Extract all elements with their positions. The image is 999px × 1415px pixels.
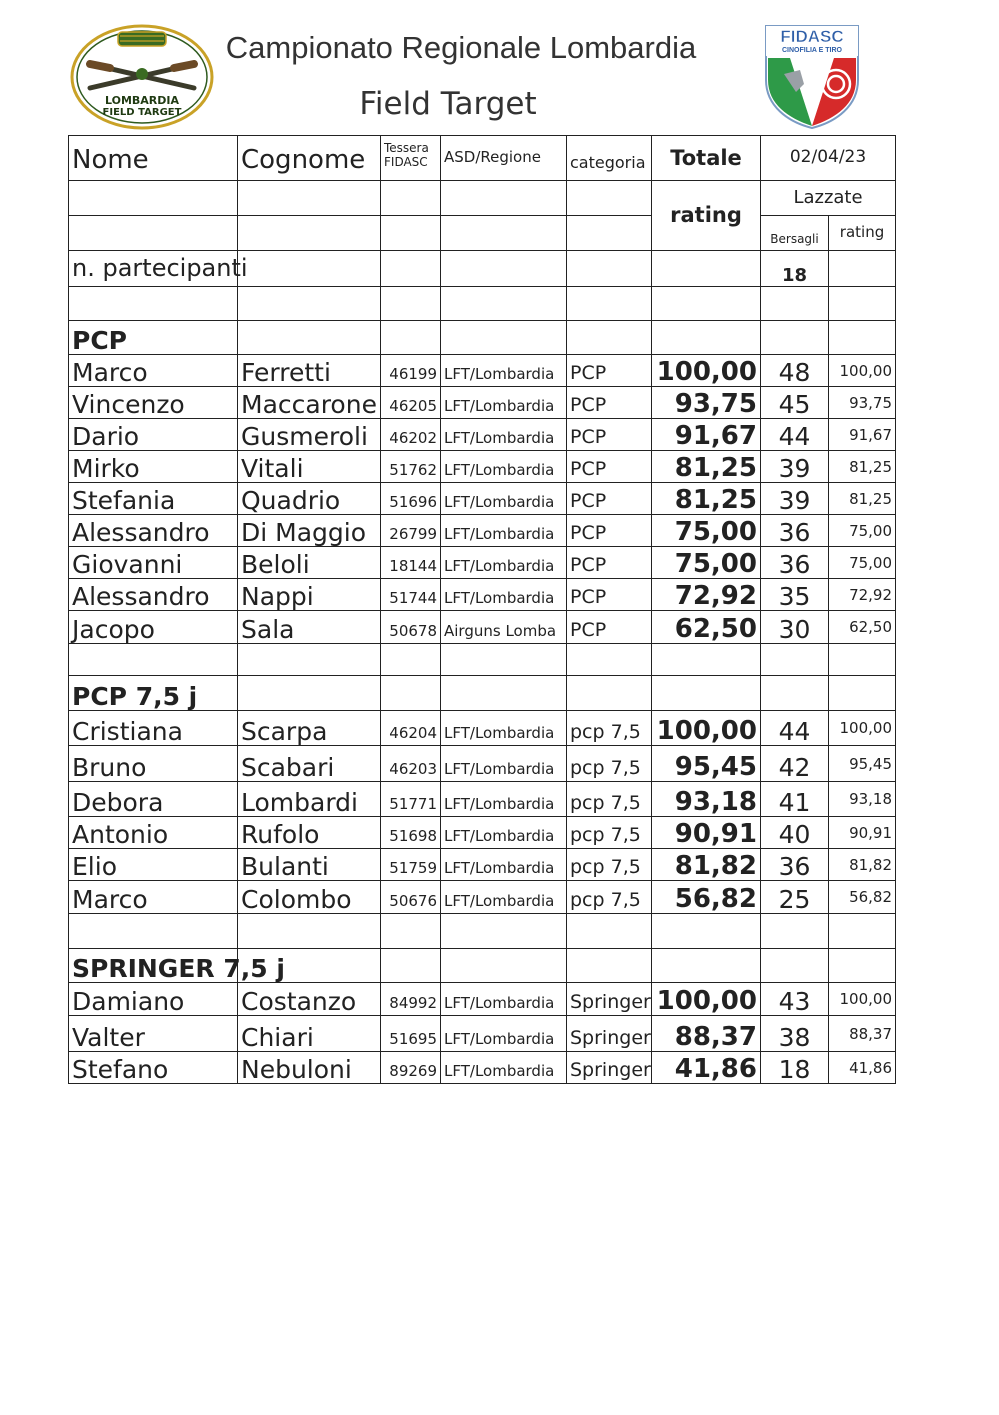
header-row-1 xyxy=(69,136,896,181)
athlete-row xyxy=(69,711,896,746)
athlete-total-rating: 72,92 xyxy=(652,579,761,611)
athlete-club: LFT/Lombardia xyxy=(441,782,567,817)
athlete-rating: 72,92 xyxy=(829,579,896,611)
athlete-first-name: Mirko xyxy=(69,451,238,483)
athlete-rating: 81,25 xyxy=(829,483,896,515)
athlete-category: PCP xyxy=(567,387,652,419)
athlete-row xyxy=(69,451,896,483)
section-header-row xyxy=(69,321,896,355)
athlete-last-name: Nebuloni xyxy=(238,1052,381,1084)
athlete-first-name: Stefania xyxy=(69,483,238,515)
athlete-rating: 93,18 xyxy=(829,782,896,817)
athlete-rating: 91,67 xyxy=(829,419,896,451)
athlete-targets: 25 xyxy=(761,881,829,914)
athlete-total-rating: 100,00 xyxy=(652,983,761,1016)
athlete-first-name: Giovanni xyxy=(69,547,238,579)
athlete-row xyxy=(69,515,896,547)
athlete-last-name: Di Maggio xyxy=(238,515,381,547)
participants-row xyxy=(69,251,896,287)
section-title: SPRINGER 7,5 j xyxy=(69,949,238,983)
athlete-first-name: Debora xyxy=(69,782,238,817)
col-header-tessera-line1: Tessera xyxy=(384,141,429,155)
athlete-first-name: Bruno xyxy=(69,746,238,782)
section-title: PCP xyxy=(69,321,238,355)
athlete-club: LFT/Lombardia xyxy=(441,419,567,451)
athlete-total-rating: 81,82 xyxy=(652,849,761,881)
col-header-rating: rating xyxy=(652,181,761,251)
athlete-targets: 36 xyxy=(761,547,829,579)
athlete-card-number: 51759 xyxy=(381,849,441,881)
athlete-last-name: Quadrio xyxy=(238,483,381,515)
athlete-category: PCP xyxy=(567,547,652,579)
athlete-rating: 100,00 xyxy=(829,355,896,387)
athlete-club: LFT/Lombardia xyxy=(441,547,567,579)
athlete-row xyxy=(69,849,896,881)
athlete-row xyxy=(69,1016,896,1052)
athlete-category: PCP xyxy=(567,515,652,547)
athlete-last-name: Maccarone xyxy=(238,387,381,419)
athlete-card-number: 51696 xyxy=(381,483,441,515)
athlete-last-name: Lombardi xyxy=(238,782,381,817)
athlete-first-name: Vincenzo xyxy=(69,387,238,419)
participants-label: n. partecipanti xyxy=(69,251,238,287)
athlete-club: LFT/Lombardia xyxy=(441,1016,567,1052)
col-header-bersagli: Bersagli xyxy=(761,216,829,251)
spacer-row xyxy=(69,914,896,949)
athlete-rating: 75,00 xyxy=(829,515,896,547)
fidasc-logo-subtitle: CINOFILIA E TIRO xyxy=(781,47,843,54)
athlete-card-number: 26799 xyxy=(381,515,441,547)
athlete-category: PCP xyxy=(567,355,652,387)
athlete-club: LFT/Lombardia xyxy=(441,983,567,1016)
fidasc-logo-title: FIDASC xyxy=(780,27,844,46)
athlete-last-name: Nappi xyxy=(238,579,381,611)
athlete-category: pcp 7,5 xyxy=(567,881,652,914)
athlete-total-rating: 81,25 xyxy=(652,451,761,483)
athlete-first-name: Cristiana xyxy=(69,711,238,746)
participants-count: 18 xyxy=(761,251,829,287)
athlete-category: PCP xyxy=(567,451,652,483)
lombardia-field-target-logo xyxy=(70,24,214,130)
athlete-last-name: Scarpa xyxy=(238,711,381,746)
athlete-club: LFT/Lombardia xyxy=(441,881,567,914)
col-header-categoria: categoria xyxy=(567,136,652,181)
athlete-total-rating: 100,00 xyxy=(652,355,761,387)
col-header-asd: ASD/Regione xyxy=(441,136,567,181)
athlete-targets: 44 xyxy=(761,711,829,746)
logo-left-text-1: LOMBARDIA xyxy=(104,94,180,107)
athlete-category: PCP xyxy=(567,579,652,611)
athlete-club: LFT/Lombardia xyxy=(441,849,567,881)
athlete-card-number: 51698 xyxy=(381,817,441,849)
athlete-first-name: Jacopo xyxy=(69,611,238,644)
event-place: Lazzate xyxy=(761,181,896,216)
col-header-rating-small: rating xyxy=(829,216,896,251)
athlete-first-name: Valter xyxy=(69,1016,238,1052)
athlete-category: PCP xyxy=(567,483,652,515)
athlete-row xyxy=(69,355,896,387)
header-row-2 xyxy=(69,181,896,216)
athlete-last-name: Chiari xyxy=(238,1016,381,1052)
athlete-row xyxy=(69,746,896,782)
athlete-card-number: 51762 xyxy=(381,451,441,483)
athlete-category: pcp 7,5 xyxy=(567,746,652,782)
athlete-card-number: 18144 xyxy=(381,547,441,579)
header-row-3 xyxy=(69,216,896,251)
section-header-row xyxy=(69,949,896,983)
fidasc-logo xyxy=(760,22,864,130)
logo-left-text-2: FIELD TARGET xyxy=(102,107,182,118)
athlete-last-name: Bulanti xyxy=(238,849,381,881)
athlete-card-number: 89269 xyxy=(381,1052,441,1084)
athlete-category: Springer xyxy=(567,1016,652,1052)
athlete-row xyxy=(69,611,896,644)
athlete-last-name: Gusmeroli xyxy=(238,419,381,451)
athlete-targets: 39 xyxy=(761,451,829,483)
athlete-club: LFT/Lombardia xyxy=(441,746,567,782)
athlete-card-number: 51771 xyxy=(381,782,441,817)
event-date: 02/04/23 xyxy=(761,136,896,181)
athlete-category: PCP xyxy=(567,611,652,644)
athlete-rating: 100,00 xyxy=(829,711,896,746)
athlete-rating: 75,00 xyxy=(829,547,896,579)
col-header-tessera-line2: FIDASC xyxy=(384,154,428,169)
athlete-targets: 44 xyxy=(761,419,829,451)
athlete-card-number: 84992 xyxy=(381,983,441,1016)
col-header-cognome: Cognome xyxy=(238,136,381,181)
athlete-card-number: 51695 xyxy=(381,1016,441,1052)
athlete-first-name: Alessandro xyxy=(69,579,238,611)
athlete-card-number: 46205 xyxy=(381,387,441,419)
athlete-last-name: Rufolo xyxy=(238,817,381,849)
athlete-rating: 41,86 xyxy=(829,1052,896,1084)
ranking-table xyxy=(68,135,896,1084)
athlete-total-rating: 41,86 xyxy=(652,1052,761,1084)
athlete-rating: 81,25 xyxy=(829,451,896,483)
athlete-row xyxy=(69,983,896,1016)
athlete-card-number: 46204 xyxy=(381,711,441,746)
athlete-first-name: Marco xyxy=(69,881,238,914)
athlete-rating: 95,45 xyxy=(829,746,896,782)
athlete-targets: 48 xyxy=(761,355,829,387)
athlete-first-name: Marco xyxy=(69,355,238,387)
athlete-total-rating: 93,75 xyxy=(652,387,761,419)
athlete-club: LFT/Lombardia xyxy=(441,711,567,746)
athlete-total-rating: 93,18 xyxy=(652,782,761,817)
athlete-last-name: Ferretti xyxy=(238,355,381,387)
athlete-row xyxy=(69,817,896,849)
col-header-tessera xyxy=(381,136,441,181)
athlete-total-rating: 75,00 xyxy=(652,547,761,579)
athlete-row xyxy=(69,483,896,515)
athlete-club: LFT/Lombardia xyxy=(441,355,567,387)
athlete-card-number: 51744 xyxy=(381,579,441,611)
athlete-targets: 38 xyxy=(761,1016,829,1052)
athlete-card-number: 46202 xyxy=(381,419,441,451)
athlete-first-name: Dario xyxy=(69,419,238,451)
athlete-first-name: Alessandro xyxy=(69,515,238,547)
athlete-rating: 62,50 xyxy=(829,611,896,644)
athlete-last-name: Sala xyxy=(238,611,381,644)
page-title: Campionato Regionale Lombardia xyxy=(225,30,697,65)
athlete-targets: 45 xyxy=(761,387,829,419)
athlete-total-rating: 88,37 xyxy=(652,1016,761,1052)
athlete-rating: 100,00 xyxy=(829,983,896,1016)
athlete-total-rating: 62,50 xyxy=(652,611,761,644)
athlete-club: LFT/Lombardia xyxy=(441,579,567,611)
athlete-category: PCP xyxy=(567,419,652,451)
col-header-nome: Nome xyxy=(69,136,238,181)
athlete-total-rating: 56,82 xyxy=(652,881,761,914)
athlete-club: Airguns Lomba xyxy=(441,611,567,644)
athlete-targets: 36 xyxy=(761,515,829,547)
athlete-targets: 18 xyxy=(761,1052,829,1084)
athlete-rating: 90,91 xyxy=(829,817,896,849)
athlete-first-name: Antonio xyxy=(69,817,238,849)
athlete-targets: 42 xyxy=(761,746,829,782)
athlete-row xyxy=(69,881,896,914)
athlete-row xyxy=(69,1052,896,1084)
athlete-targets: 41 xyxy=(761,782,829,817)
athlete-card-number: 46203 xyxy=(381,746,441,782)
athlete-row xyxy=(69,547,896,579)
athlete-row xyxy=(69,579,896,611)
athlete-first-name: Damiano xyxy=(69,983,238,1016)
athlete-rating: 88,37 xyxy=(829,1016,896,1052)
athlete-targets: 36 xyxy=(761,849,829,881)
athlete-category: Springer xyxy=(567,983,652,1016)
athlete-total-rating: 75,00 xyxy=(652,515,761,547)
spacer-row xyxy=(69,287,896,321)
athlete-row xyxy=(69,419,896,451)
athlete-row xyxy=(69,387,896,419)
athlete-first-name: Stefano xyxy=(69,1052,238,1084)
athlete-total-rating: 91,67 xyxy=(652,419,761,451)
athlete-club: LFT/Lombardia xyxy=(441,451,567,483)
athlete-club: LFT/Lombardia xyxy=(441,1052,567,1084)
athlete-targets: 40 xyxy=(761,817,829,849)
athlete-first-name: Elio xyxy=(69,849,238,881)
athlete-targets: 43 xyxy=(761,983,829,1016)
athlete-last-name: Colombo xyxy=(238,881,381,914)
page-subtitle: Field Target xyxy=(359,86,537,122)
athlete-targets: 30 xyxy=(761,611,829,644)
athlete-last-name: Vitali xyxy=(238,451,381,483)
athlete-rating: 56,82 xyxy=(829,881,896,914)
athlete-category: pcp 7,5 xyxy=(567,849,652,881)
col-header-totale: Totale xyxy=(652,136,761,181)
athlete-targets: 39 xyxy=(761,483,829,515)
athlete-last-name: Scabari xyxy=(238,746,381,782)
athlete-club: LFT/Lombardia xyxy=(441,387,567,419)
athlete-total-rating: 100,00 xyxy=(652,711,761,746)
section-header-row xyxy=(69,676,896,711)
athlete-card-number: 46199 xyxy=(381,355,441,387)
athlete-rating: 81,82 xyxy=(829,849,896,881)
athlete-total-rating: 95,45 xyxy=(652,746,761,782)
athlete-card-number: 50676 xyxy=(381,881,441,914)
athlete-club: LFT/Lombardia xyxy=(441,515,567,547)
section-title: PCP 7,5 j xyxy=(69,676,238,711)
athlete-category: pcp 7,5 xyxy=(567,782,652,817)
athlete-club: LFT/Lombardia xyxy=(441,817,567,849)
athlete-total-rating: 90,91 xyxy=(652,817,761,849)
athlete-rating: 93,75 xyxy=(829,387,896,419)
athlete-card-number: 50678 xyxy=(381,611,441,644)
athlete-club: LFT/Lombardia xyxy=(441,483,567,515)
spacer-row xyxy=(69,644,896,676)
athlete-targets: 35 xyxy=(761,579,829,611)
athlete-category: pcp 7,5 xyxy=(567,711,652,746)
athlete-total-rating: 81,25 xyxy=(652,483,761,515)
athlete-category: pcp 7,5 xyxy=(567,817,652,849)
athlete-category: Springer xyxy=(567,1052,652,1084)
athlete-last-name: Costanzo xyxy=(238,983,381,1016)
athlete-row xyxy=(69,782,896,817)
athlete-last-name: Beloli xyxy=(238,547,381,579)
